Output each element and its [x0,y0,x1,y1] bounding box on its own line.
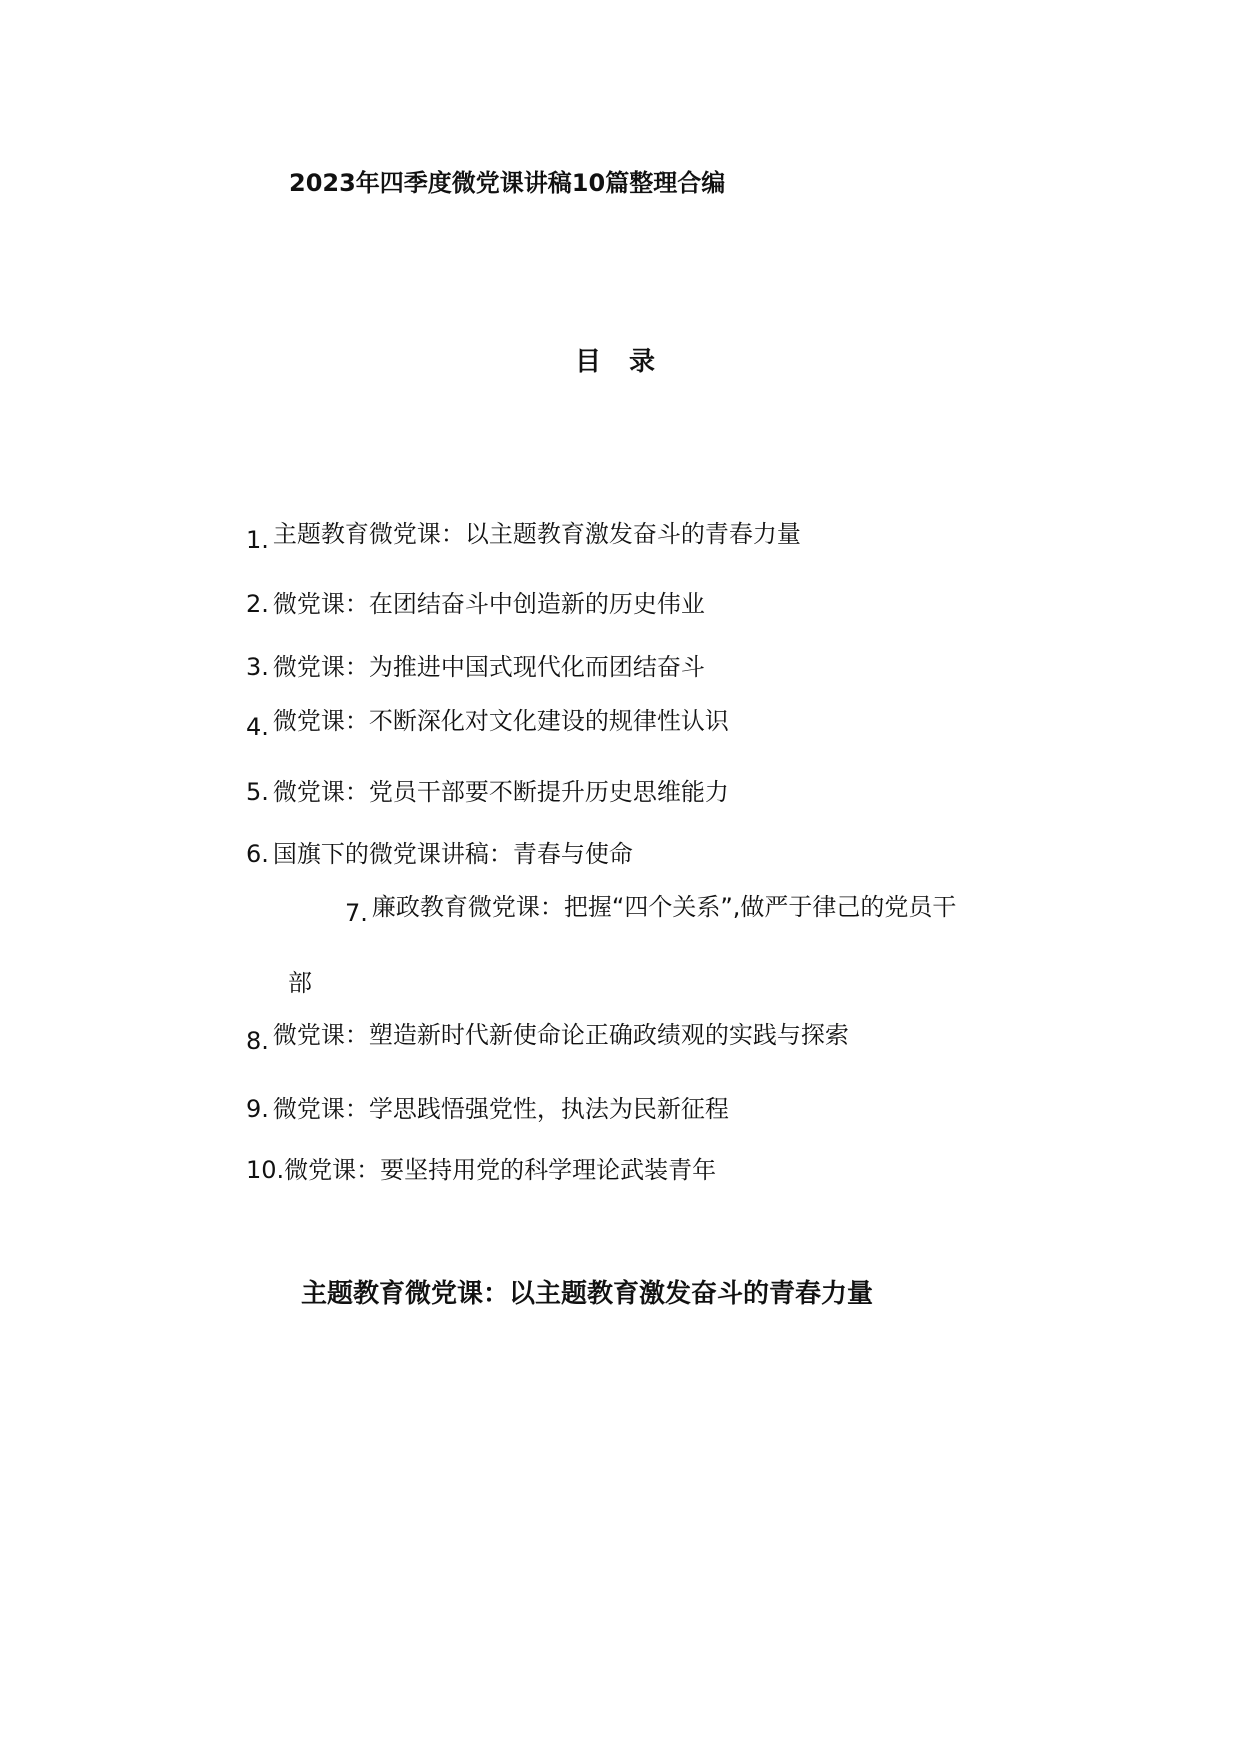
toc-item-4[interactable] [246,707,729,741]
toc-item-1[interactable] [246,520,801,554]
toc-item-text: 微党课：为推进中国式现代化而团结奋斗 [272,653,705,681]
toc-item-text-continuation: 部 [288,969,312,997]
document-title: 2023年四季度微党课讲稿10篇整理合编 [289,169,726,197]
toc-item-8[interactable] [246,1021,849,1055]
toc-item-10[interactable] [246,1158,716,1182]
toc-item-7-continuation[interactable] [288,971,312,995]
toc-item-number: 5. [246,778,269,806]
toc-heading-char-1: 目 [575,347,602,377]
toc-item-number: 7. [345,899,368,927]
toc-item-text: 微党课：党员干部要不断提升历史思维能力 [272,778,729,806]
toc-heading [575,341,655,378]
section-heading: 主题教育微党课：以主题教育激发奋斗的青春力量 [301,1279,874,1309]
toc-item-text: 微党课：不断深化对文化建设的规律性认识 [272,707,729,735]
toc-item-3[interactable] [246,655,705,679]
toc-heading-char-2: 录 [629,347,656,377]
toc-item-number: 2. [246,590,269,618]
toc-item-9[interactable] [246,1097,729,1121]
toc-item-6[interactable] [246,842,633,866]
toc-item-7[interactable] [345,893,957,927]
toc-item-number: 10. [246,1156,285,1184]
toc-item-number: 4. [246,713,269,741]
toc-item-number: 8. [246,1027,269,1055]
toc-item-number: 1. [246,526,269,554]
toc-item-number: 6. [246,840,269,868]
toc-item-text: 微党课：塑造新时代新使命论正确政绩观的实践与探索 [272,1021,849,1049]
toc-item-text: 国旗下的微党课讲稿：青春与使命 [272,840,633,868]
toc-item-number: 9. [246,1095,269,1123]
toc-item-number: 3. [246,653,269,681]
toc-item-text: 微党课：要坚持用党的科学理论武装青年 [284,1156,717,1184]
toc-item-2[interactable] [246,592,705,616]
toc-item-5[interactable] [246,780,729,804]
toc-item-text: 微党课：学思践悟强党性，执法为民新征程 [272,1095,729,1123]
toc-item-text: 主题教育微党课：以主题教育激发奋斗的青春力量 [272,520,801,548]
toc-item-text: 廉政教育微党课：把握“四个关系”,做严于律己的党员干 [371,893,957,921]
toc-item-text: 微党课：在团结奋斗中创造新的历史伟业 [272,590,705,618]
